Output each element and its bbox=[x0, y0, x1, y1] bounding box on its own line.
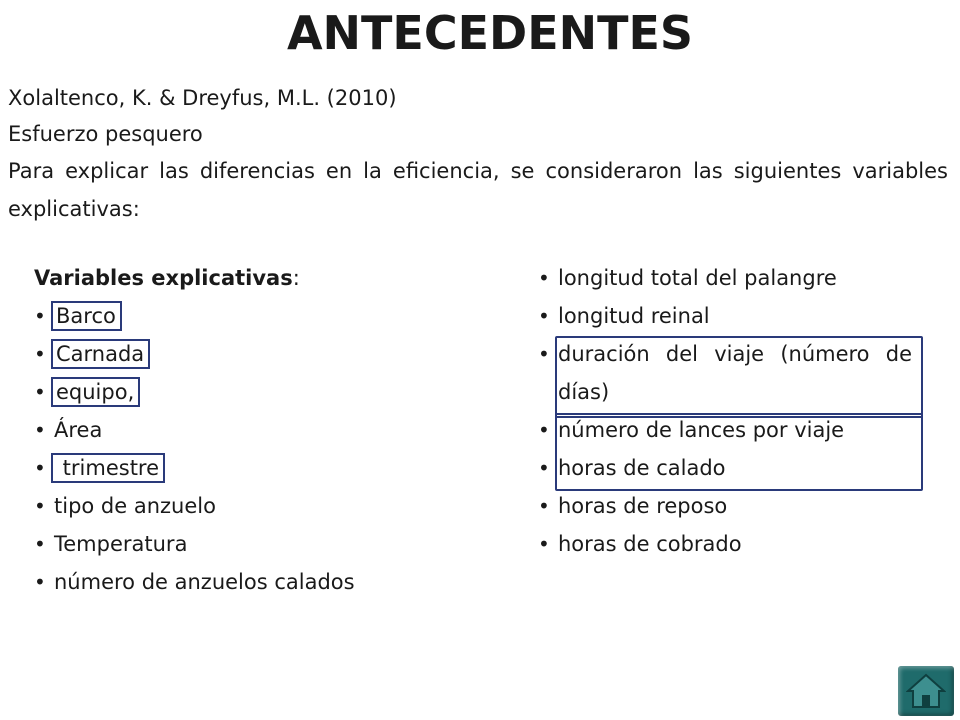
citation: Xolaltenco, K. & Dreyfus, M.L. (2010) bbox=[8, 86, 397, 110]
highlight-box-duracion bbox=[555, 336, 923, 418]
list-item: • horas de calado bbox=[538, 449, 912, 487]
home-icon bbox=[906, 672, 946, 710]
left-variable-list bbox=[34, 259, 474, 601]
slide-title: ANTECEDENTES bbox=[286, 6, 694, 60]
list-item: • Área bbox=[34, 411, 474, 449]
list-item: • longitud total del palangre bbox=[538, 259, 912, 297]
list-item: • número de anzuelos calados bbox=[34, 563, 474, 601]
list-item: • longitud reinal bbox=[538, 297, 912, 335]
boxed-variable: equipo, bbox=[54, 380, 137, 404]
variables-heading-colon: : bbox=[292, 266, 300, 290]
variables-heading bbox=[34, 259, 474, 297]
list-item: • tipo de anzuelo bbox=[34, 487, 474, 525]
list-item: • horas de reposo bbox=[538, 487, 912, 525]
highlight-box-lances bbox=[555, 413, 923, 491]
list-item: • duración del viaje (número de días) bbox=[538, 335, 912, 411]
list-item bbox=[34, 449, 474, 487]
list-item bbox=[34, 335, 474, 373]
home-button[interactable] bbox=[898, 666, 954, 716]
boxed-variable: trimestre bbox=[54, 456, 162, 480]
subtitle: Esfuerzo pesquero bbox=[8, 122, 203, 146]
list-item bbox=[34, 373, 474, 411]
boxed-variable: Carnada bbox=[54, 342, 147, 366]
boxed-variable: Barco bbox=[54, 304, 119, 328]
list-item: • horas de cobrado bbox=[538, 525, 912, 563]
list-item: • Temperatura bbox=[34, 525, 474, 563]
intro-block bbox=[8, 80, 948, 228]
variables-heading-text: Variables explicativas bbox=[34, 266, 293, 290]
list-item bbox=[34, 297, 474, 335]
list-item: • número de lances por viaje bbox=[538, 411, 912, 449]
intro-paragraph: Para explicar las diferencias en la eficiencia, se consideraron las siguientes variables explicativas: bbox=[8, 159, 948, 221]
